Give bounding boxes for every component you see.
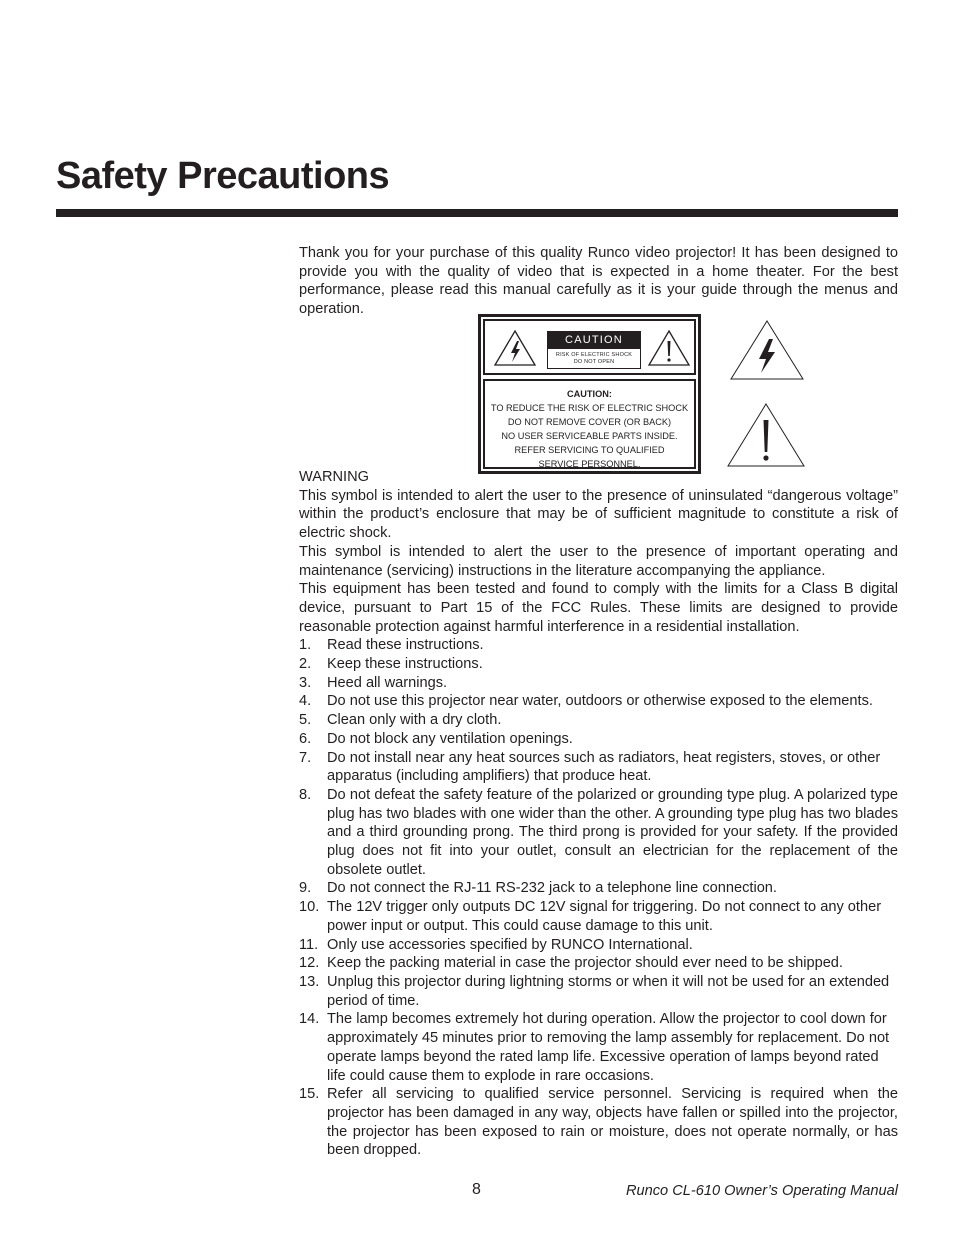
caution-heading: CAUTION: [567,389,612,399]
list-item-text: Refer all servicing to qualified service personnel. Servicing is required when the projector has been damaged in any way, objects have fallen or spilled into the projector, the projector has been exposed to rain or moisture, does not operate normally, or has been dropped. [327,1086,898,1159]
title-rule [56,209,898,217]
page-number: 8 [472,1181,481,1198]
list-item [299,692,898,711]
list-item-text: Read these instructions. [327,637,484,654]
list-item [299,655,898,674]
list-item [299,749,898,786]
exclamation-symbol-text: This symbol is intended to alert the user to the presence of important operating and maintenance (servicing) instructions in the literature accompanying the appliance. [299,543,898,579]
list-item-number: 5. [299,712,312,729]
list-item [299,898,898,935]
list-item-number: 1. [299,637,312,654]
list-item-number: 3. [299,674,312,691]
list-item-text: Do not install near any heat sources such as radiators, heat registers, stoves, or other apparatus (including amplifiers) that produce heat. [327,749,881,785]
intro-paragraph: Thank you for your purchase of this quality Runco video projector! It has been designed to provide you with the quality of video that is expected in a home theater. For the best performance, please read this manual carefully as it is your guide through the menus and operation. [299,245,898,318]
caution-line: SERVICE PERSONNEL. [538,459,641,469]
list-item [299,954,898,973]
list-item [299,711,898,730]
manual-title: Runco CL-610 Owner’s Operating Manual [625,1183,898,1199]
warning-heading: WARNING [299,469,369,485]
list-item-text: The lamp becomes extremely hot during operation. Allow the projector to cool down for approximately 45 minutes prior to removing the lamp assembly for replacement. Do not operate lamps beyond the rated lamp life. Excessive operation of lamps beyond rated life could cause them to explode in rare occasions. [327,1011,890,1084]
caution-line: NO USER SERVICEABLE PARTS INSIDE. [501,431,678,441]
list-item [299,936,898,955]
list-item-text: Do not use this projector near water, outdoors or otherwise exposed to the elements. [327,693,873,710]
list-item-text: Unplug this projector during lightning storms or when it will not be used for an extended period of time. [327,973,890,1009]
lightning-triangle-icon [729,319,805,381]
list-item [299,674,898,693]
list-item-text: Heed all warnings. [327,674,448,691]
lightning-symbol-text: This symbol is intended to alert the user to the presence of uninsulated “dangerous voltage” within the product’s enclosure that may be of sufficient magnitude to constitute a risk of electric shock. [299,487,898,542]
page-title: Safety Precautions [56,155,390,197]
exclamation-triangle-icon [726,402,806,468]
list-item-text: Do not connect the RJ-11 RS-232 jack to a telephone line connection. [327,880,777,897]
caution-label-bottom [483,379,696,469]
list-item [299,730,898,749]
caution-label-text: CAUTION [548,332,640,349]
caution-line: TO REDUCE THE RISK OF ELECTRIC SHOCK [490,403,689,413]
list-item-number: 11. [299,936,319,953]
list-item [299,973,898,1010]
list-item-text: Do not defeat the safety feature of the polarized or grounding type plug. A polarized type plug has two blades with one wider than the other. A grounding type plug has two blades and a third grounding prong. The third prong is provided for your safety. If the provided plug does not fit into your outlet, consult an electrician for the replacement of the obsolete outlet. [327,786,898,878]
list-item-text: Only use accessories specified by RUNCO International. [327,936,693,953]
list-item-number: 12. [299,955,320,972]
list-item-text: Keep the packing material in case the projector should ever need to be shipped. [327,955,843,972]
list-item [299,1010,898,1085]
list-item-number: 10. [299,899,320,916]
list-item-number: 14. [299,1011,320,1028]
list-item-number: 8. [299,786,312,803]
caution-line: DO NOT REMOVE COVER (OR BACK) [507,417,672,427]
list-item [299,786,898,880]
caution-line: REFER SERVICING TO QUALIFIED [514,445,665,455]
caution-label-box [547,331,641,369]
list-item-text: Do not block any ventilation openings. [327,730,573,747]
lightning-triangle-icon [493,329,537,367]
list-item-number: 2. [299,656,312,673]
list-item-number: 7. [299,749,312,766]
exclamation-triangle-icon [647,329,691,367]
list-item-number: 15. [299,1086,320,1103]
warning-section [299,468,898,1160]
list-item-number: 9. [299,880,312,897]
caution-label-top [483,319,696,375]
caution-small-text [548,349,640,365]
caution-small-line-1: RISK OF ELECTRIC SHOCK [555,352,633,358]
list-item-number: 4. [299,693,312,710]
list-item [299,1085,898,1160]
fcc-statement: This equipment has been tested and found to comply with the limits for a Class B digital device, pursuant to Part 15 of the FCC Rules. These limits are designed to provide reasonable protection against harmful interference in a residential installation. [299,581,898,635]
list-item-text: Clean only with a dry cloth. [327,712,502,729]
caution-label-graphic [478,314,701,474]
safety-instructions-list [299,636,898,1160]
list-item-text: The 12V trigger only outputs DC 12V signal for triggering. Do not connect to any other power input or output. This could cause damage to this unit. [327,899,882,934]
list-item-number: 6. [299,730,312,747]
caution-small-line-2: DO NOT OPEN [573,358,615,365]
list-item-text: Keep these instructions. [327,656,483,673]
list-item [299,636,898,655]
list-item [299,879,898,898]
list-item-number: 13. [299,973,320,990]
